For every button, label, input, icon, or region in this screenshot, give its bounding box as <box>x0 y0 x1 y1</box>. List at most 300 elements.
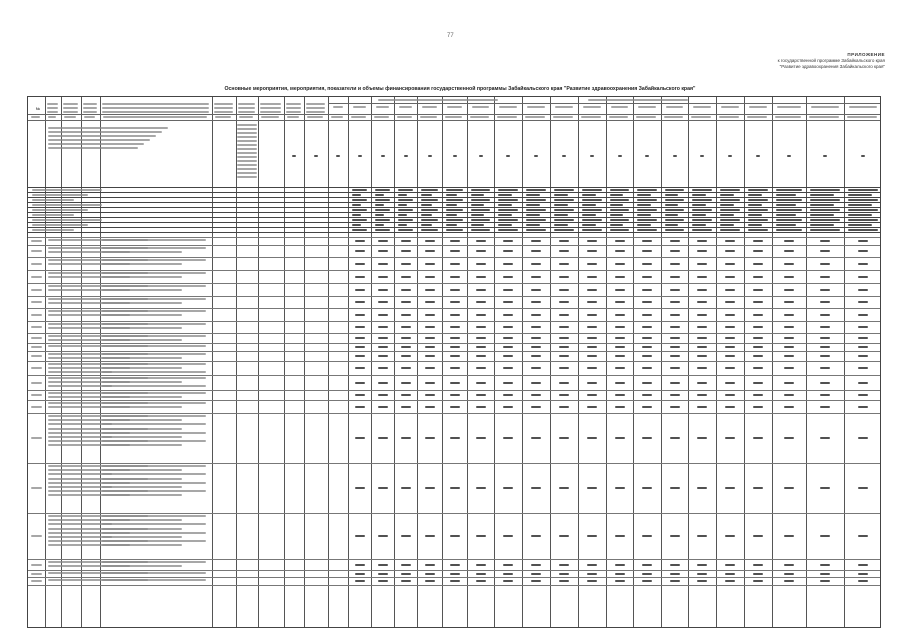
unreadable-cell-text <box>102 432 206 434</box>
unreadable-figure <box>503 437 513 439</box>
unreadable-figure <box>776 199 802 201</box>
unreadable-figure <box>587 276 597 278</box>
unreadable-figure <box>582 204 596 206</box>
unreadable-cell-text <box>102 381 182 383</box>
unreadable-cell-text <box>48 147 138 149</box>
unreadable-figure <box>450 240 460 242</box>
unreadable-figure <box>753 535 763 537</box>
unreadable-figure <box>450 394 460 396</box>
unreadable-figure <box>725 394 735 396</box>
unreadable-figure <box>450 580 460 582</box>
unreadable-cell-text <box>102 402 206 404</box>
unreadable-figure <box>615 240 625 242</box>
unreadable-figure <box>425 263 435 265</box>
unreadable-figure <box>314 155 318 157</box>
unreadable-figure <box>858 314 868 316</box>
column-border <box>522 97 523 627</box>
unreadable-figure <box>670 337 680 339</box>
unreadable-figure <box>446 229 463 231</box>
dark unreadable-cell-text <box>31 337 42 339</box>
unreadable-figure <box>559 487 569 489</box>
unreadable-cell-text <box>102 561 206 563</box>
unreadable-figure <box>503 355 513 357</box>
unreadable-figure <box>637 224 651 226</box>
unreadable-figure <box>725 367 735 369</box>
unreadable-figure <box>587 301 597 303</box>
unreadable-figure <box>858 367 868 369</box>
unreadable-header-text <box>747 116 767 118</box>
unreadable-figure <box>670 573 680 575</box>
row-border <box>28 585 880 586</box>
row-border <box>28 296 880 297</box>
program-table <box>27 96 881 628</box>
unreadable-figure <box>421 199 438 201</box>
unreadable-figure <box>531 346 541 348</box>
unreadable-header-text <box>63 103 78 105</box>
unreadable-figure <box>725 437 735 439</box>
unreadable-figure <box>531 276 541 278</box>
appendix-block <box>645 52 885 70</box>
unreadable-cell-text <box>102 345 206 347</box>
header-border <box>28 120 880 121</box>
unreadable-figure <box>526 214 540 216</box>
unreadable-cell-text <box>102 298 206 300</box>
unreadable-figure <box>450 276 460 278</box>
unreadable-figure <box>642 573 652 575</box>
unreadable-figure <box>503 346 513 348</box>
unreadable-header-text <box>472 106 489 108</box>
unreadable-figure <box>858 289 868 291</box>
unreadable-header-text <box>83 107 97 109</box>
unreadable-cell-text <box>102 415 206 417</box>
unreadable-cell-text <box>102 540 206 542</box>
unreadable-figure <box>784 337 794 339</box>
unreadable-cell-text <box>102 490 206 492</box>
unreadable-figure <box>725 326 735 328</box>
unreadable-header-text <box>103 116 207 118</box>
unreadable-figure <box>784 301 794 303</box>
unreadable-header-text <box>809 116 839 118</box>
unreadable-header-text <box>664 116 683 118</box>
row-border-dense <box>28 227 880 228</box>
unreadable-figure <box>820 276 830 278</box>
unreadable-figure <box>615 367 625 369</box>
unreadable-figure <box>425 240 435 242</box>
unreadable-figure <box>697 382 707 384</box>
unreadable-figure <box>582 189 602 191</box>
unreadable-figure <box>820 346 830 348</box>
unreadable-figure <box>615 346 625 348</box>
unreadable-figure <box>587 263 597 265</box>
unreadable-figure <box>526 224 540 226</box>
unreadable-figure <box>498 189 518 191</box>
unreadable-cell-text <box>102 310 206 312</box>
unreadable-figure <box>375 189 390 191</box>
unreadable-header-text <box>64 116 76 118</box>
unreadable-cell-text <box>102 406 182 408</box>
unreadable-figure <box>670 326 680 328</box>
column-border <box>394 97 395 627</box>
unreadable-header-text <box>239 116 253 118</box>
unreadable-header-text <box>63 107 78 109</box>
unreadable-figure <box>587 314 597 316</box>
unreadable-figure <box>670 346 680 348</box>
unreadable-figure <box>725 487 735 489</box>
unreadable-figure <box>700 155 704 157</box>
unreadable-figure <box>587 487 597 489</box>
unreadable-figure <box>776 229 802 231</box>
unreadable-cell-text <box>237 132 257 134</box>
unreadable-cell-text <box>102 579 206 581</box>
unreadable-figure <box>476 263 486 265</box>
unreadable-figure <box>858 394 868 396</box>
unreadable-figure <box>670 580 680 582</box>
column-border <box>258 97 259 627</box>
dark unreadable-cell-text <box>31 382 42 384</box>
unreadable-figure <box>450 367 460 369</box>
unreadable-figure <box>531 580 541 582</box>
unreadable-figure <box>471 194 484 196</box>
unreadable-figure <box>401 276 411 278</box>
unreadable-figure <box>401 367 411 369</box>
unreadable-header-text <box>261 116 279 118</box>
unreadable-figure <box>858 250 868 252</box>
unreadable-figure <box>398 189 413 191</box>
unreadable-figure <box>398 219 413 221</box>
row-border-dense <box>28 212 880 213</box>
unreadable-figure <box>476 289 486 291</box>
unreadable-figure <box>425 367 435 369</box>
unreadable-header-text <box>102 107 209 109</box>
unreadable-cell-text <box>102 494 182 496</box>
unreadable-header-text <box>847 116 877 118</box>
unreadable-figure <box>665 199 684 201</box>
unreadable-figure <box>810 194 834 196</box>
unreadable-header-text <box>849 106 877 108</box>
unreadable-figure <box>728 155 732 157</box>
unreadable-figure <box>450 289 460 291</box>
unreadable-figure <box>670 487 680 489</box>
unreadable-header-text <box>775 116 801 118</box>
unreadable-figure <box>559 573 569 575</box>
unreadable-figure <box>401 337 411 339</box>
unreadable-figure <box>753 394 763 396</box>
unreadable-figure <box>858 564 868 566</box>
unreadable-figure <box>725 355 735 357</box>
unreadable-figure <box>784 535 794 537</box>
column-border <box>81 97 82 627</box>
unreadable-figure <box>554 219 574 221</box>
unreadable-figure <box>784 276 794 278</box>
unreadable-figure <box>725 406 735 408</box>
unreadable-figure <box>355 573 365 575</box>
unreadable-figure <box>355 326 365 328</box>
unreadable-figure <box>398 204 407 206</box>
column-border <box>442 97 443 627</box>
unreadable-figure <box>697 580 707 582</box>
unreadable-figure <box>476 437 486 439</box>
unreadable-figure <box>352 229 367 231</box>
unreadable-figure <box>820 301 830 303</box>
column-border <box>661 97 662 627</box>
unreadable-figure <box>378 314 388 316</box>
unreadable-figure <box>559 437 569 439</box>
unreadable-header-text <box>102 111 209 113</box>
unreadable-figure <box>720 229 740 231</box>
unreadable-figure <box>665 214 678 216</box>
unreadable-header-text <box>691 116 711 118</box>
unreadable-figure <box>375 209 390 211</box>
unreadable-figure <box>425 535 435 537</box>
dark unreadable-cell-text <box>31 276 42 278</box>
unreadable-figure <box>450 487 460 489</box>
unreadable-figure <box>776 189 802 191</box>
unreadable-cell-text <box>102 396 182 398</box>
unreadable-header-text <box>102 103 209 105</box>
unreadable-cell-text <box>102 444 182 446</box>
unreadable-figure <box>665 204 678 206</box>
unreadable-header-text <box>609 116 628 118</box>
unreadable-header-text <box>214 103 233 105</box>
column-header-number: № <box>35 107 40 111</box>
unreadable-figure <box>450 326 460 328</box>
unreadable-cell-text <box>102 428 182 430</box>
unreadable-figure <box>401 406 411 408</box>
unreadable-figure <box>531 263 541 265</box>
unreadable-figure <box>697 564 707 566</box>
unreadable-figure <box>725 276 735 278</box>
column-border <box>212 97 213 627</box>
unreadable-header-text <box>260 103 281 105</box>
unreadable-figure <box>450 437 460 439</box>
unreadable-figure <box>820 535 830 537</box>
unreadable-figure <box>559 355 569 357</box>
unreadable-figure <box>503 326 513 328</box>
unreadable-figure <box>503 406 513 408</box>
unreadable-figure <box>610 204 623 206</box>
unreadable-figure <box>615 394 625 396</box>
unreadable-figure <box>352 199 367 201</box>
unreadable-figure <box>615 289 625 291</box>
column-border <box>371 97 372 627</box>
unreadable-figure <box>471 209 490 211</box>
unreadable-figure <box>352 194 361 196</box>
unreadable-header-text <box>47 111 58 113</box>
unreadable-figure <box>425 487 435 489</box>
unreadable-header-text <box>47 103 58 105</box>
unreadable-figure <box>697 437 707 439</box>
row-border-dense <box>28 207 880 208</box>
unreadable-figure <box>503 580 513 582</box>
unreadable-figure <box>615 437 625 439</box>
unreadable-cell-text <box>237 160 257 162</box>
unreadable-figure <box>725 250 735 252</box>
unreadable-figure <box>471 189 490 191</box>
unreadable-figure <box>559 346 569 348</box>
unreadable-figure <box>810 189 840 191</box>
unreadable-figure <box>476 250 486 252</box>
unreadable-cell-text <box>102 440 206 442</box>
unreadable-cell-text <box>32 224 88 226</box>
unreadable-figure <box>559 263 569 265</box>
row-border-dense <box>28 192 880 193</box>
unreadable-figure <box>810 199 840 201</box>
unreadable-cell-text <box>48 143 144 145</box>
unreadable-cell-text <box>237 140 257 142</box>
unreadable-figure <box>471 229 490 231</box>
unreadable-figure <box>352 204 361 206</box>
unreadable-figure <box>665 229 684 231</box>
unreadable-header-text <box>214 107 233 109</box>
unreadable-header-text <box>378 99 498 101</box>
unreadable-figure <box>692 229 712 231</box>
unreadable-figure <box>753 263 763 265</box>
unreadable-figure <box>355 337 365 339</box>
unreadable-figure <box>378 394 388 396</box>
unreadable-figure <box>526 209 546 211</box>
unreadable-figure <box>784 437 794 439</box>
unreadable-figure <box>697 406 707 408</box>
row-border <box>28 257 880 258</box>
unreadable-figure <box>378 437 388 439</box>
unreadable-figure <box>820 382 830 384</box>
unreadable-figure <box>615 382 625 384</box>
unreadable-figure <box>590 155 594 157</box>
unreadable-figure <box>582 224 596 226</box>
unreadable-cell-text <box>102 465 206 467</box>
unreadable-figure <box>587 437 597 439</box>
unreadable-figure <box>665 194 678 196</box>
unreadable-cell-text <box>102 353 206 355</box>
unreadable-figure <box>587 573 597 575</box>
unreadable-figure <box>450 301 460 303</box>
unreadable-figure <box>498 194 512 196</box>
unreadable-figure <box>820 355 830 357</box>
unreadable-figure <box>355 564 365 566</box>
unreadable-figure <box>692 214 706 216</box>
unreadable-figure <box>476 240 486 242</box>
unreadable-figure <box>559 367 569 369</box>
unreadable-figure <box>697 301 707 303</box>
unreadable-figure <box>642 580 652 582</box>
unreadable-cell-text <box>102 536 182 538</box>
unreadable-figure <box>861 155 865 157</box>
unreadable-figure <box>776 209 802 211</box>
unreadable-figure <box>697 314 707 316</box>
unreadable-figure <box>784 487 794 489</box>
unreadable-header-text <box>260 111 281 113</box>
unreadable-figure <box>378 326 388 328</box>
unreadable-figure <box>531 301 541 303</box>
unreadable-header-text <box>238 103 255 105</box>
unreadable-figure <box>820 250 830 252</box>
unreadable-figure <box>642 289 652 291</box>
unreadable-figure <box>820 367 830 369</box>
dark unreadable-cell-text <box>31 346 42 348</box>
unreadable-figure <box>531 564 541 566</box>
unreadable-figure <box>753 437 763 439</box>
unreadable-figure <box>615 487 625 489</box>
unreadable-figure <box>753 580 763 582</box>
unreadable-figure <box>401 263 411 265</box>
unreadable-figure <box>848 214 872 216</box>
unreadable-figure <box>725 289 735 291</box>
unreadable-cell-text <box>32 209 88 211</box>
unreadable-figure <box>615 337 625 339</box>
row-border <box>28 308 880 309</box>
unreadable-figure <box>587 535 597 537</box>
unreadable-figure <box>753 314 763 316</box>
unreadable-figure <box>720 219 740 221</box>
unreadable-cell-text <box>102 565 182 567</box>
unreadable-figure <box>848 189 878 191</box>
unreadable-figure <box>748 224 762 226</box>
row-border <box>28 413 880 414</box>
unreadable-figure <box>823 155 827 157</box>
unreadable-figure <box>748 189 768 191</box>
unreadable-figure <box>355 263 365 265</box>
unreadable-header-text <box>777 106 801 108</box>
unreadable-figure <box>587 346 597 348</box>
unreadable-figure <box>559 535 569 537</box>
unreadable-figure <box>810 224 834 226</box>
unreadable-figure <box>587 355 597 357</box>
unreadable-cell-text <box>237 152 257 154</box>
row-border-dense <box>28 222 880 223</box>
unreadable-figure <box>642 487 652 489</box>
unreadable-figure <box>479 155 483 157</box>
unreadable-figure <box>398 214 407 216</box>
unreadable-figure <box>587 564 597 566</box>
unreadable-figure <box>618 155 622 157</box>
unreadable-figure <box>378 355 388 357</box>
unreadable-header-text <box>287 116 299 118</box>
unreadable-header-text <box>374 116 389 118</box>
unreadable-cell-text <box>102 259 206 261</box>
unreadable-figure <box>784 394 794 396</box>
unreadable-figure <box>820 580 830 582</box>
unreadable-figure <box>753 250 763 252</box>
unreadable-header-text <box>215 116 231 118</box>
unreadable-figure <box>753 337 763 339</box>
unreadable-figure <box>753 289 763 291</box>
unreadable-figure <box>503 535 513 537</box>
unreadable-figure <box>670 437 680 439</box>
unreadable-figure <box>582 194 596 196</box>
unreadable-figure <box>531 289 541 291</box>
unreadable-figure <box>476 314 486 316</box>
unreadable-figure <box>355 314 365 316</box>
unreadable-figure <box>425 314 435 316</box>
unreadable-cell-text <box>102 251 182 253</box>
unreadable-figure <box>559 301 569 303</box>
dark unreadable-cell-text <box>31 573 42 575</box>
unreadable-cell-text <box>102 519 182 521</box>
unreadable-figure <box>554 189 574 191</box>
row-border <box>28 513 880 514</box>
unreadable-figure <box>670 314 680 316</box>
dark unreadable-cell-text <box>31 250 42 252</box>
unreadable-figure <box>471 219 490 221</box>
unreadable-figure <box>378 580 388 582</box>
unreadable-figure <box>425 326 435 328</box>
unreadable-header-text <box>420 116 437 118</box>
unreadable-header-text <box>306 111 325 113</box>
unreadable-figure <box>476 573 486 575</box>
unreadable-figure <box>820 326 830 328</box>
unreadable-figure <box>642 301 652 303</box>
unreadable-figure <box>476 406 486 408</box>
